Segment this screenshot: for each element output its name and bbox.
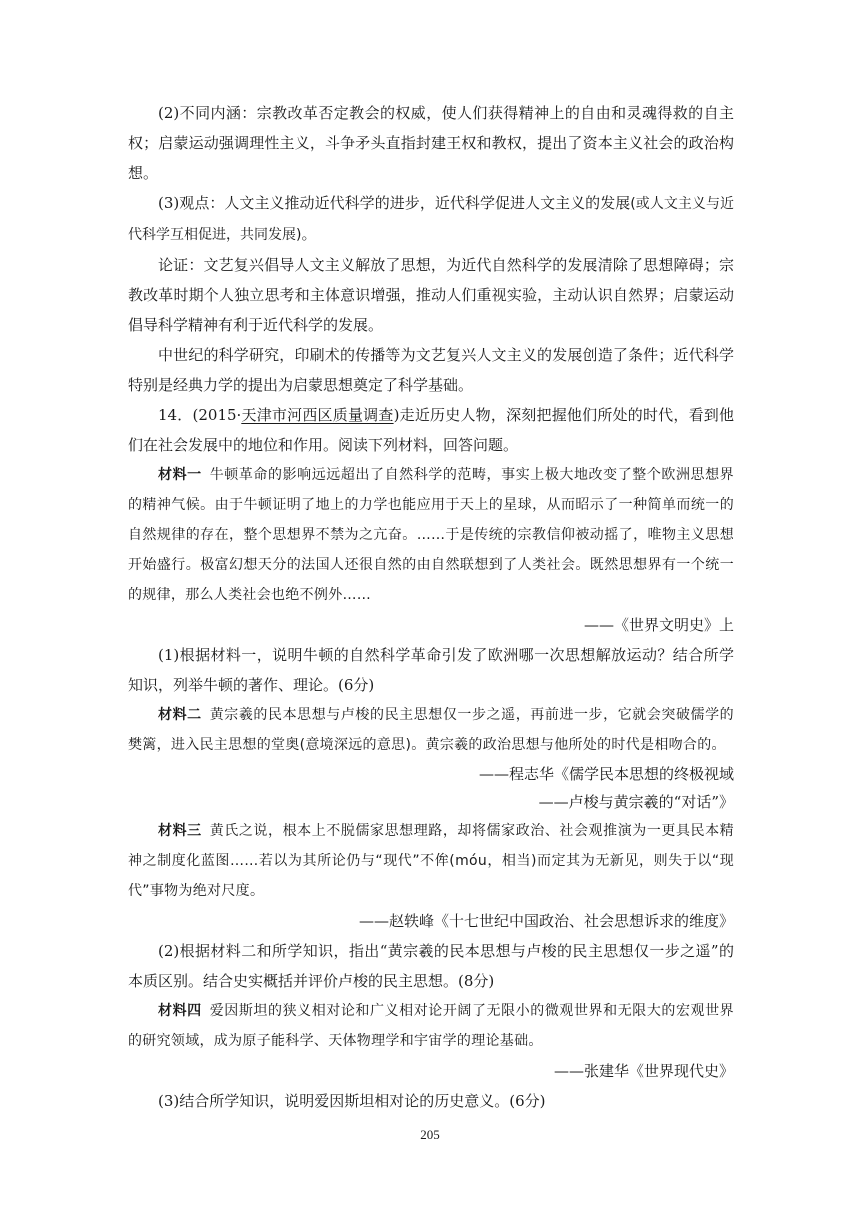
question-14-part-1: (1)根据材料一，说明牛顿的自然科学革命引发了欧洲哪一次思想解放运动？结合所学知识，列举牛顿的著作、理论。(6分) — [128, 646, 734, 694]
material-3-source: ——赵轶峰《十七世纪中国政治、社会思想诉求的维度》 — [358, 912, 734, 930]
page-content — [128, 98, 734, 1116]
material-2-source-line-1: ——程志华《儒学民本思想的终极视域 — [478, 765, 734, 783]
answer-3-middle-ages: 中世纪的科学研究，印刷术的传播等为文艺复兴人文主义的发展创造了条件；近代科学特别是经典力学的提出为启蒙思想奠定了科学基础。 — [128, 346, 734, 394]
material-2-source-line-2: ——卢梭与黄宗羲的“对话”》 — [538, 793, 734, 811]
question-14-part-3: (3)结合所学知识，说明爱因斯坦相对论的历史意义。(6分) — [158, 1092, 546, 1110]
question-14-part-2: (2)根据材料二和所学知识，指出“黄宗羲的民本思想与卢梭的民主思想仅一步之遥”的本质区别。结合史实概括并评价卢梭的民主思想。(8分) — [128, 942, 734, 990]
question-14-intro — [128, 400, 734, 460]
answer-3-main: (3)观点：人文主义推动近代科学的进步，近代科学促进人文主义的发展 — [158, 194, 631, 212]
page-number: 205 — [420, 1127, 440, 1142]
answer-2: (2)不同内涵：宗教改革否定教会的权威，使人们获得精神上的自由和灵魂得救的自主权；启蒙运动强调理性主义，斗争矛头直指封建王权和教权，提出了资本主义社会的政治构想。 — [128, 104, 734, 182]
answer-3-alternative: (或人文主义与近代科学互相促进，共同发展) — [128, 196, 734, 243]
material-4 — [128, 996, 734, 1056]
material-3-text: 黄氏之说，根本上不脱儒家思想理路，却将儒家政治、社会观推演为一更具民本精神之制度化蓝图……若以为其所论仍与“现代”不侔(móu，相当)而定其为无新见，则失于以“现代”事物为绝对尺度。 — [128, 823, 734, 899]
answer-3-viewpoint — [128, 188, 734, 250]
answer-3-argument: 论证：文艺复兴倡导人文主义解放了思想，为近代自然科学的发展清除了思想障碍；宗教改革时期个人独立思考和主体意识增强，推动人们重视实验，主动认识自然界；启蒙运动倡导科学精神有利于近代科学的发展。 — [128, 256, 734, 334]
question-14-number: 14．(2015· — [158, 406, 242, 424]
material-4-source: ——张建华《世界现代史》 — [553, 1062, 734, 1080]
material-2-text: 黄宗羲的民本思想与卢梭的民主思想仅一步之遥，再前进一步，它就会突破儒学的樊篱，进入民主思想的堂奥(意境深远的意思)。黄宗羲的政治思想与他所处的时代是相吻合的。 — [128, 707, 734, 753]
material-2-heading: 材料二 — [158, 707, 202, 723]
material-4-heading: 材料四 — [158, 1003, 202, 1019]
material-1-source: ——《世界文明史》上 — [583, 616, 734, 634]
question-14-source: 天津市河西区质量调查 — [241, 406, 394, 424]
material-1-text: 牛顿革命的影响远远超出了自然科学的范畴，事实上极大地改变了整个欧洲思想界的精神气候。由于牛顿证明了地上的力学也能应用于天上的星球，从而昭示了一种简单而统一的自然规律的存在，整个思想界不禁为之亢奋。……于是传统的宗教信仰被动摇了，唯物主义思想开始盛行。极富幻想天分的法国人还很自然的由自然联想到了人类社会。既然思想界有一个统一的规律，那么人类社会也绝不例外…… — [128, 467, 734, 603]
material-1 — [128, 460, 734, 610]
material-3-heading: 材料三 — [158, 823, 202, 839]
material-4-text: 爱因斯坦的狭义相对论和广义相对论开阔了无限小的微观世界和无限大的宏观世界的研究领域，成为原子能科学、天体物理学和宇宙学的理论基础。 — [128, 1003, 734, 1049]
answer-3-end: 。 — [301, 225, 317, 243]
material-1-heading: 材料一 — [158, 467, 202, 483]
question-14-text: )走近历史人物，深刻把握他们所处的时代，看到他们在社会发展中的地位和作用。阅读下列材料，回答问题。 — [128, 406, 734, 454]
material-3 — [128, 816, 734, 906]
material-2 — [128, 700, 734, 760]
